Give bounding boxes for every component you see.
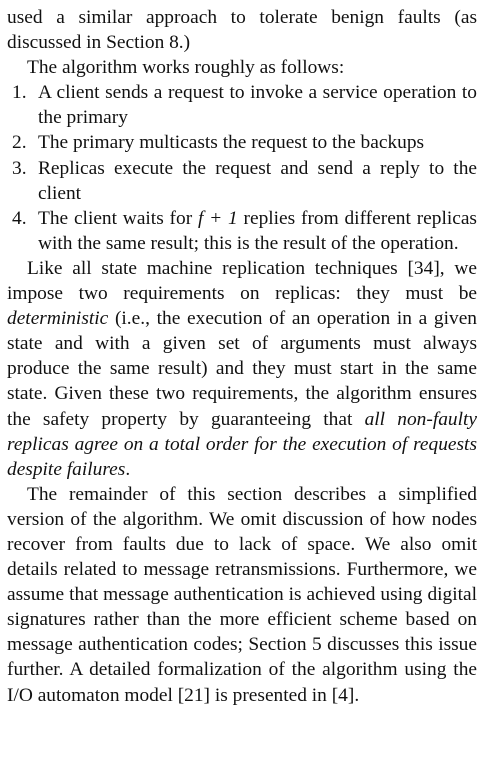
list-item [7,206,477,256]
step-number: 3. [12,157,27,179]
emphasis-safety-property: all non-faulty replicas agree on a total order for the execution of requests despite failures [7,408,477,480]
step-text: The primary multicasts the request to the backups [38,132,425,154]
list-item [7,130,477,155]
step-number: 4. [12,207,27,229]
emphasis-deterministic: deterministic [7,308,109,330]
step-text-after: replies from different replicas with the same result; this is the result of the operation. [38,207,477,254]
remainder-paragraph: The remainder of this section describes a simplified version of the algorithm. We omit discussion of how nodes recover from faults due to lack of space. We also omit details related to message retransmissions. Furthermore, we assume that message authentication is achieved using digital signatures rather than the more efficient scheme based on message authentication codes; Section 5 discusses this issue further. A detailed formalization of the algorithm using the I/O automaton model [21] is presented in [4]. [7,483,477,706]
step-number: 1. [12,82,27,104]
requirements-text-2: (i.e., the execution of an operation in a given state and with a given set of arguments must always produce the same result) and they must start in the same state. Given these two requirements, the algorithm ensures the safety property by guaranteeing that [7,308,477,430]
requirements-text-3: . [125,458,131,480]
list-item [7,80,477,130]
step-text: Replicas execute the request and send a reply to the client [38,157,477,204]
intro-tail-paragraph: used a similar approach to tolerate benign faults (as discussed in Section 8.) [7,7,477,54]
step-text: A client sends a request to invoke a service operation to the primary [38,82,477,129]
requirements-paragraph [7,256,477,482]
requirements-text-1: Like all state machine replication techniques [34], we impose two requirements on replicas: they must be [7,257,477,305]
algorithm-steps-list [7,80,477,256]
algorithm-lead-paragraph: The algorithm works roughly as follows: [27,57,345,79]
list-item [7,156,477,206]
math-expression: f + 1 [197,207,238,229]
step-text-before: The client waits for [38,207,198,229]
step-number: 2. [12,132,27,154]
